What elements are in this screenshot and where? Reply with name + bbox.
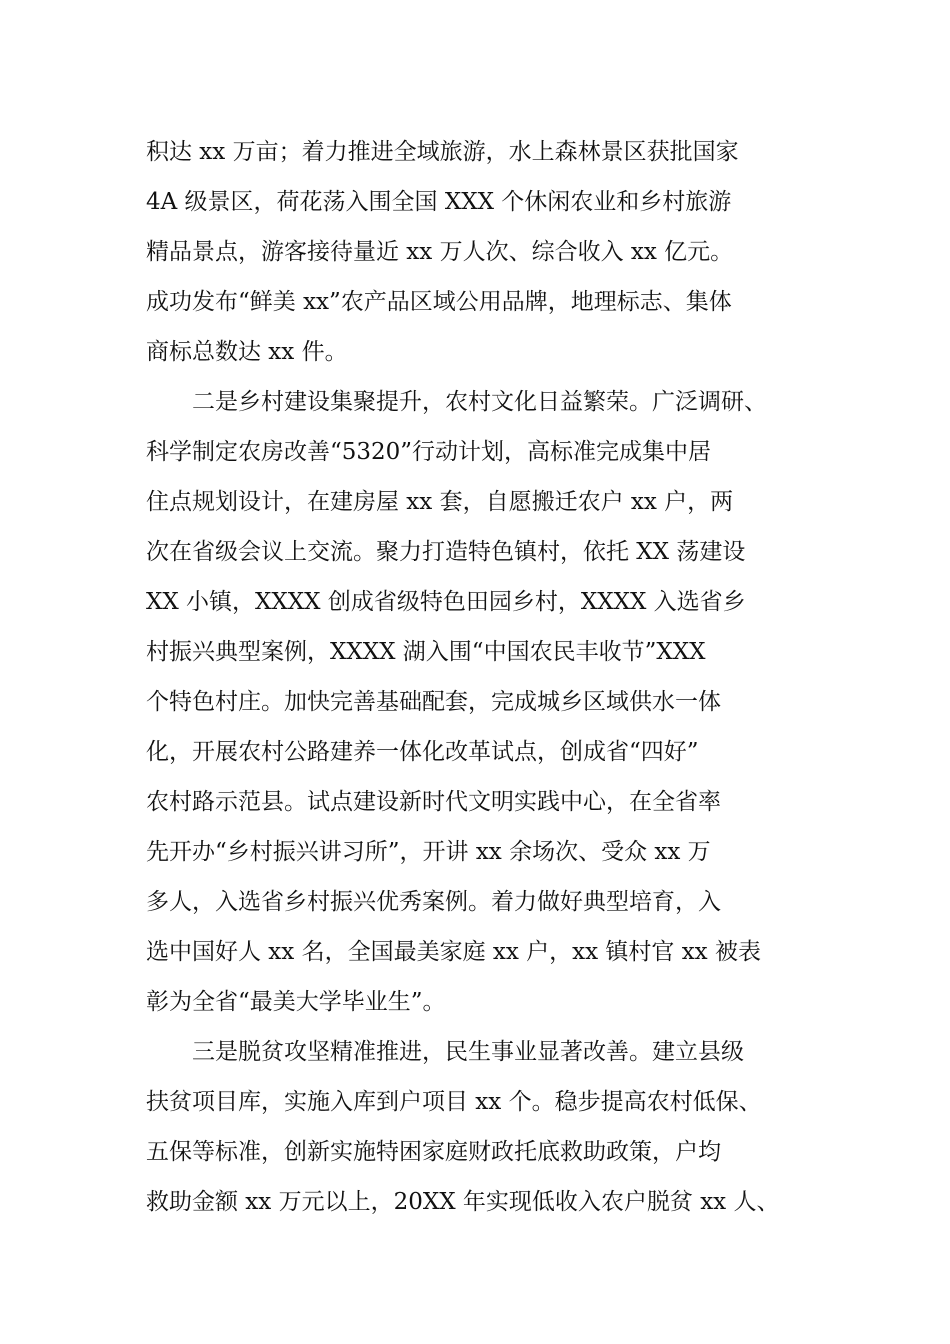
text-line: 救助金额 xx 万元以上，20XX 年实现低收入农户脱贫 xx 人、 xyxy=(146,1189,780,1215)
text-line: 商标总数达 xx 件。 xyxy=(146,339,348,365)
text-line: 三是脱贫攻坚精准推进，民生事业显著改善。建立县级 xyxy=(192,1039,744,1065)
text-line: 科学制定农房改善“5320”行动计划，高标准完成集中居 xyxy=(146,439,712,465)
text-line: 扶贫项目库，实施入库到户项目 xx 个。稳步提高农村低保、 xyxy=(146,1089,762,1115)
text-line: XX 小镇，XXXX 创成省级特色田园乡村，XXXX 入选省乡 xyxy=(146,589,746,615)
text-line: 村振兴典型案例，XXXX 湖入围“中国农民丰收节”XXX xyxy=(146,639,706,665)
text-line: 选中国好人 xx 名，全国最美家庭 xx 户，xx 镇村官 xx 被表 xyxy=(146,939,761,965)
text-line: 先开办“乡村振兴讲习所”，开讲 xx 余场次、受众 xx 万 xyxy=(146,839,711,865)
text-line: 次在省级会议上交流。聚力打造特色镇村，依托 XX 荡建设 xyxy=(146,539,746,565)
text-line: 彰为全省“最美大学毕业生”。 xyxy=(146,989,446,1015)
text-line: 五保等标准，创新实施特困家庭财政托底救助政策，户均 xyxy=(146,1139,721,1165)
text-line: 农村路示范县。试点建设新时代文明实践中心，在全省率 xyxy=(146,789,721,815)
text-line: 4A 级景区，荷花荡入围全国 XXX 个休闲农业和乡村旅游 xyxy=(146,189,732,215)
paragraph-2 xyxy=(146,377,826,1027)
text-line: 化，开展农村公路建养一体化改革试点，创成省“四好” xyxy=(146,739,699,765)
text-line: 积达 xx 万亩；着力推进全域旅游，水上森林景区获批国家 xyxy=(146,139,739,165)
text-line: 个特色村庄。加快完善基础配套，完成城乡区域供水一体 xyxy=(146,689,721,715)
text-line: 精品景点，游客接待量近 xx 万人次、综合收入 xx 亿元。 xyxy=(146,239,734,265)
body-text xyxy=(146,127,826,1227)
paragraph-1 xyxy=(146,127,826,377)
text-line: 多人，入选省乡村振兴优秀案例。着力做好典型培育，入 xyxy=(146,889,721,915)
text-line: 住点规划设计，在建房屋 xx 套，自愿搬迁农户 xx 户，两 xyxy=(146,489,734,515)
text-line: 二是乡村建设集聚提升，农村文化日益繁荣。广泛调研、 xyxy=(192,389,767,415)
text-line: 成功发布“鲜美 xx”农产品区域公用品牌，地理标志、集体 xyxy=(146,289,732,315)
paragraph-3 xyxy=(146,1027,826,1227)
